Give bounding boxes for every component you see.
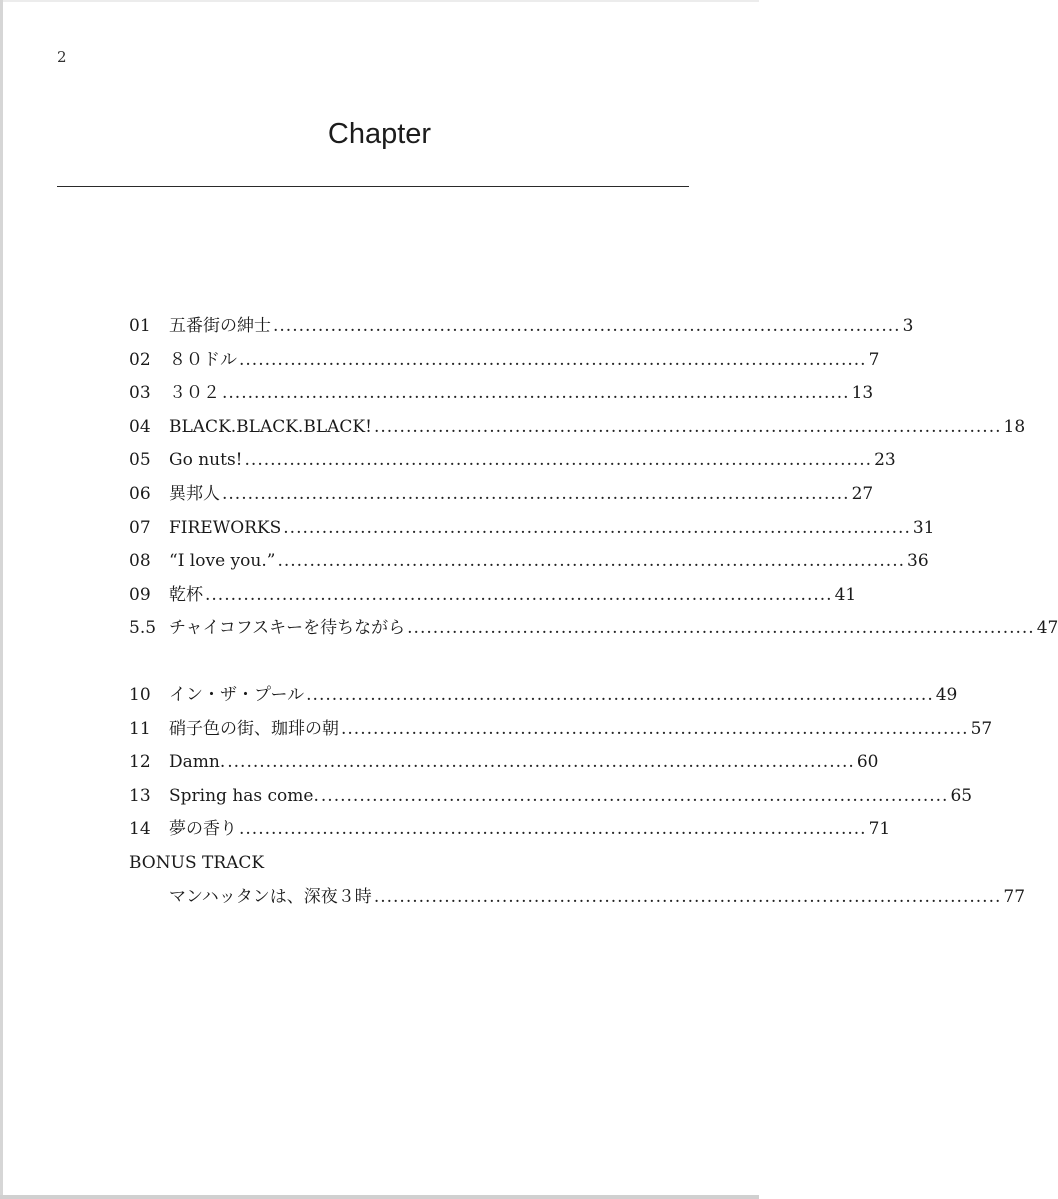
page-title: Chapter <box>327 118 432 150</box>
toc-entry <box>129 344 880 378</box>
toc-section-2 <box>129 679 993 847</box>
toc-entry-page: 3 <box>902 316 914 336</box>
table-of-contents <box>129 310 1058 914</box>
toc-entry-page: 13 <box>851 383 874 404</box>
toc-entry-page: 60 <box>856 752 879 773</box>
toc-entry-number: 12 <box>129 752 151 773</box>
toc-entry-title: BLACK.BLACK.BLACK! <box>169 416 372 437</box>
toc-entry-title: 硝子色の街、珈琲の朝 <box>169 718 339 739</box>
toc-entry <box>129 545 929 579</box>
toc-entry <box>129 780 973 814</box>
toc-entry-number: 02 <box>129 349 151 370</box>
dot-leader: .................................................................................................. <box>283 517 911 538</box>
dot-leader: .................................................................................................. <box>373 416 1002 437</box>
toc-entry-title: 異邦人 <box>169 483 220 504</box>
toc-entry <box>129 713 993 747</box>
toc-section-1 <box>129 310 1058 646</box>
toc-entry <box>129 746 879 780</box>
toc-entry-page: 23 <box>874 450 896 471</box>
toc-entry <box>129 310 914 344</box>
page-edge-top <box>0 0 759 2</box>
toc-entry-title: Go nuts! <box>169 450 243 471</box>
toc-entry-page: 41 <box>834 584 857 605</box>
toc-entry-title: ８０ドル <box>169 349 237 370</box>
dot-leader: .................................................................................................. <box>222 383 850 404</box>
dot-leader: .................................................................................................. <box>320 785 949 806</box>
dot-leader: .................................................................................................. <box>227 752 855 773</box>
toc-entry-title: チャイコフスキーを待ちながら <box>169 618 406 639</box>
page-number: 2 <box>57 48 67 66</box>
toc-entry-number: 09 <box>129 584 151 605</box>
dot-leader: .................................................................................................. <box>341 718 969 739</box>
toc-entry-page: 47 <box>1036 618 1058 639</box>
dot-leader: .................................................................................................. <box>239 349 867 370</box>
toc-entry-title: Damn. <box>169 752 226 773</box>
toc-entry-page: 18 <box>1003 416 1026 437</box>
toc-entry <box>129 512 935 546</box>
toc-entry <box>129 377 874 411</box>
page-edge-left <box>0 0 3 1199</box>
section-spacer <box>129 646 569 679</box>
dot-leader: .................................................................................................. <box>239 819 867 840</box>
toc-entry-title: 五番街の紳士 <box>169 316 271 336</box>
toc-entry-number: 14 <box>129 819 151 840</box>
dot-leader: .................................................................................................. <box>222 483 850 504</box>
toc-entry-page: 49 <box>935 684 958 705</box>
toc-entry <box>129 813 891 847</box>
toc-entry-title: FIREWORKS <box>169 517 282 538</box>
toc-entry <box>129 444 896 478</box>
toc-entry-number: 5.5 <box>129 618 157 639</box>
dot-leader: .................................................................................................. <box>407 618 1035 639</box>
dot-leader: .................................................................................................. <box>205 584 833 605</box>
page-edge-bottom <box>0 1195 759 1199</box>
toc-entry-title: ３０２ <box>169 383 220 404</box>
toc-entry-number: 13 <box>129 785 151 806</box>
toc-entry-title: マンハッタンは、深夜３時 <box>169 886 372 907</box>
toc-entry-number: 04 <box>129 416 151 437</box>
toc-entry-page: 77 <box>1003 886 1026 907</box>
toc-entry-page: 27 <box>851 483 874 504</box>
toc-entry-title: 夢の香り <box>169 819 237 840</box>
toc-entry-page: 36 <box>907 551 929 572</box>
dot-leader: .................................................................................................. <box>306 684 934 705</box>
toc-entry-number: 05 <box>129 450 151 471</box>
toc-entry-title: イン・ザ・プール <box>169 684 305 705</box>
toc-entry <box>129 411 1026 445</box>
toc-entry-number: 03 <box>129 383 151 404</box>
dot-leader: .................................................................................................. <box>273 316 901 336</box>
toc-entry-title: 乾杯 <box>169 584 203 605</box>
toc-entry-page: 7 <box>868 349 880 370</box>
toc-entry-number: 01 <box>129 316 151 336</box>
toc-entry <box>129 612 1058 646</box>
dot-leader: .................................................................................................. <box>373 886 1002 907</box>
toc-entry-page: 65 <box>950 785 973 806</box>
toc-entry <box>129 881 1026 915</box>
toc-entry-number: 10 <box>129 684 151 705</box>
dot-leader: .................................................................................................. <box>277 551 906 572</box>
toc-section-bonus <box>129 881 1026 915</box>
toc-entry-title: Spring has come. <box>169 785 319 806</box>
toc-entry <box>129 478 874 512</box>
toc-entry-page: 57 <box>970 718 993 739</box>
toc-entry <box>129 679 958 713</box>
toc-entry-page: 71 <box>868 819 891 840</box>
toc-entry-title: “I love you.” <box>169 551 276 572</box>
title-divider <box>57 186 689 187</box>
toc-entry-page: 31 <box>912 517 935 538</box>
toc-entry-number: 11 <box>129 718 151 739</box>
toc-entry <box>129 579 857 613</box>
dot-leader: .................................................................................................. <box>244 450 873 471</box>
toc-entry-number: 08 <box>129 551 151 572</box>
bonus-track-label: BONUS TRACK <box>129 852 265 873</box>
toc-entry-number: 07 <box>129 517 151 538</box>
toc-entry-number: 06 <box>129 483 151 504</box>
